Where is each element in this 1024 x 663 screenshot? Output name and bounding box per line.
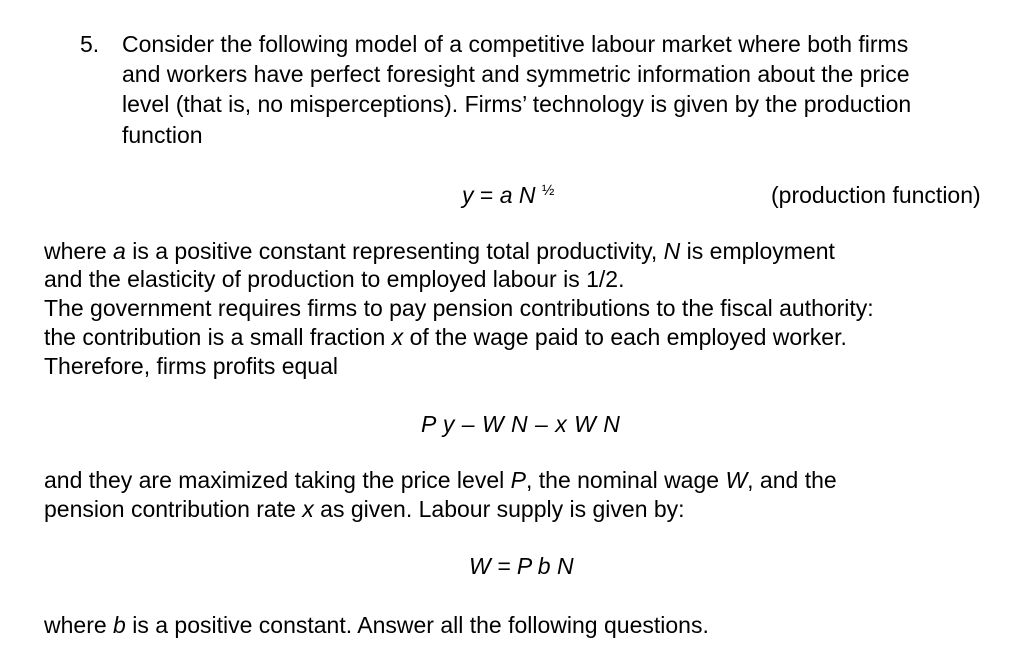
para1-var-a: a [113, 238, 126, 264]
para1-var-n: N [663, 238, 681, 264]
para2-l2-pre: pension contribution rate [44, 496, 303, 522]
para2-l1-post: , and the [747, 467, 837, 493]
para2-l1-pre: and they are maximized taking the price level [44, 467, 511, 493]
eq1-exponent: ½ [541, 182, 555, 199]
eq1-a: a [499, 182, 513, 208]
eq1-y: y [462, 182, 474, 208]
intro-line-2: and workers have perfect foresight and symmetric information about the price [122, 61, 910, 87]
para3-pre: where [44, 612, 114, 638]
para3-post: is a positive constant. Answer all the following questions. [125, 612, 709, 638]
para2-line-2 [44, 495, 685, 523]
para2-var-x: x [302, 496, 314, 522]
para2-l1-mid: , the nominal wage [525, 467, 726, 493]
eq1-n: N [518, 182, 536, 208]
para1-l1-mid: is a positive constant representing total productivity, [125, 238, 664, 264]
intro-line-4: function [122, 122, 203, 148]
intro-line-1: Consider the following model of a competitive labour market where both firms [122, 31, 909, 57]
profit-equation: P y – W N – x W N [421, 411, 621, 437]
eq1-equals: = [473, 182, 500, 208]
labour-supply-equation: W = P b N [469, 553, 574, 579]
para3-line [44, 611, 709, 639]
para2-line-1 [44, 466, 837, 494]
para1-line-4 [44, 323, 847, 351]
para1-line-2: and the elasticity of production to employed labour is 1/2. [44, 266, 625, 292]
production-function-equation [462, 181, 554, 213]
para3-var-b: b [113, 612, 126, 638]
para1-line-5: Therefore, firms profits equal [44, 353, 339, 379]
para2-var-p: P [510, 467, 526, 493]
para1-l1-post: is employment [680, 238, 835, 264]
para1-l4-post: of the wage paid to each employed worker. [403, 324, 847, 350]
intro-line-3: level (that is, no misperceptions). Firms’ technology is given by the production [122, 91, 912, 117]
para1-var-x: x [391, 324, 404, 350]
production-function-label: (production function) [771, 182, 981, 208]
question-number: 5. [80, 31, 100, 57]
para1-line-3: The government requires firms to pay pension contributions to the fiscal authority: [44, 295, 874, 321]
para2-var-w: W [725, 467, 748, 493]
para2-l2-post: as given. Labour supply is given by: [313, 496, 685, 522]
para1-l1-pre: where [44, 238, 114, 264]
para1-l4-pre: the contribution is a small fraction [44, 324, 392, 350]
para1-line-1 [44, 237, 835, 265]
